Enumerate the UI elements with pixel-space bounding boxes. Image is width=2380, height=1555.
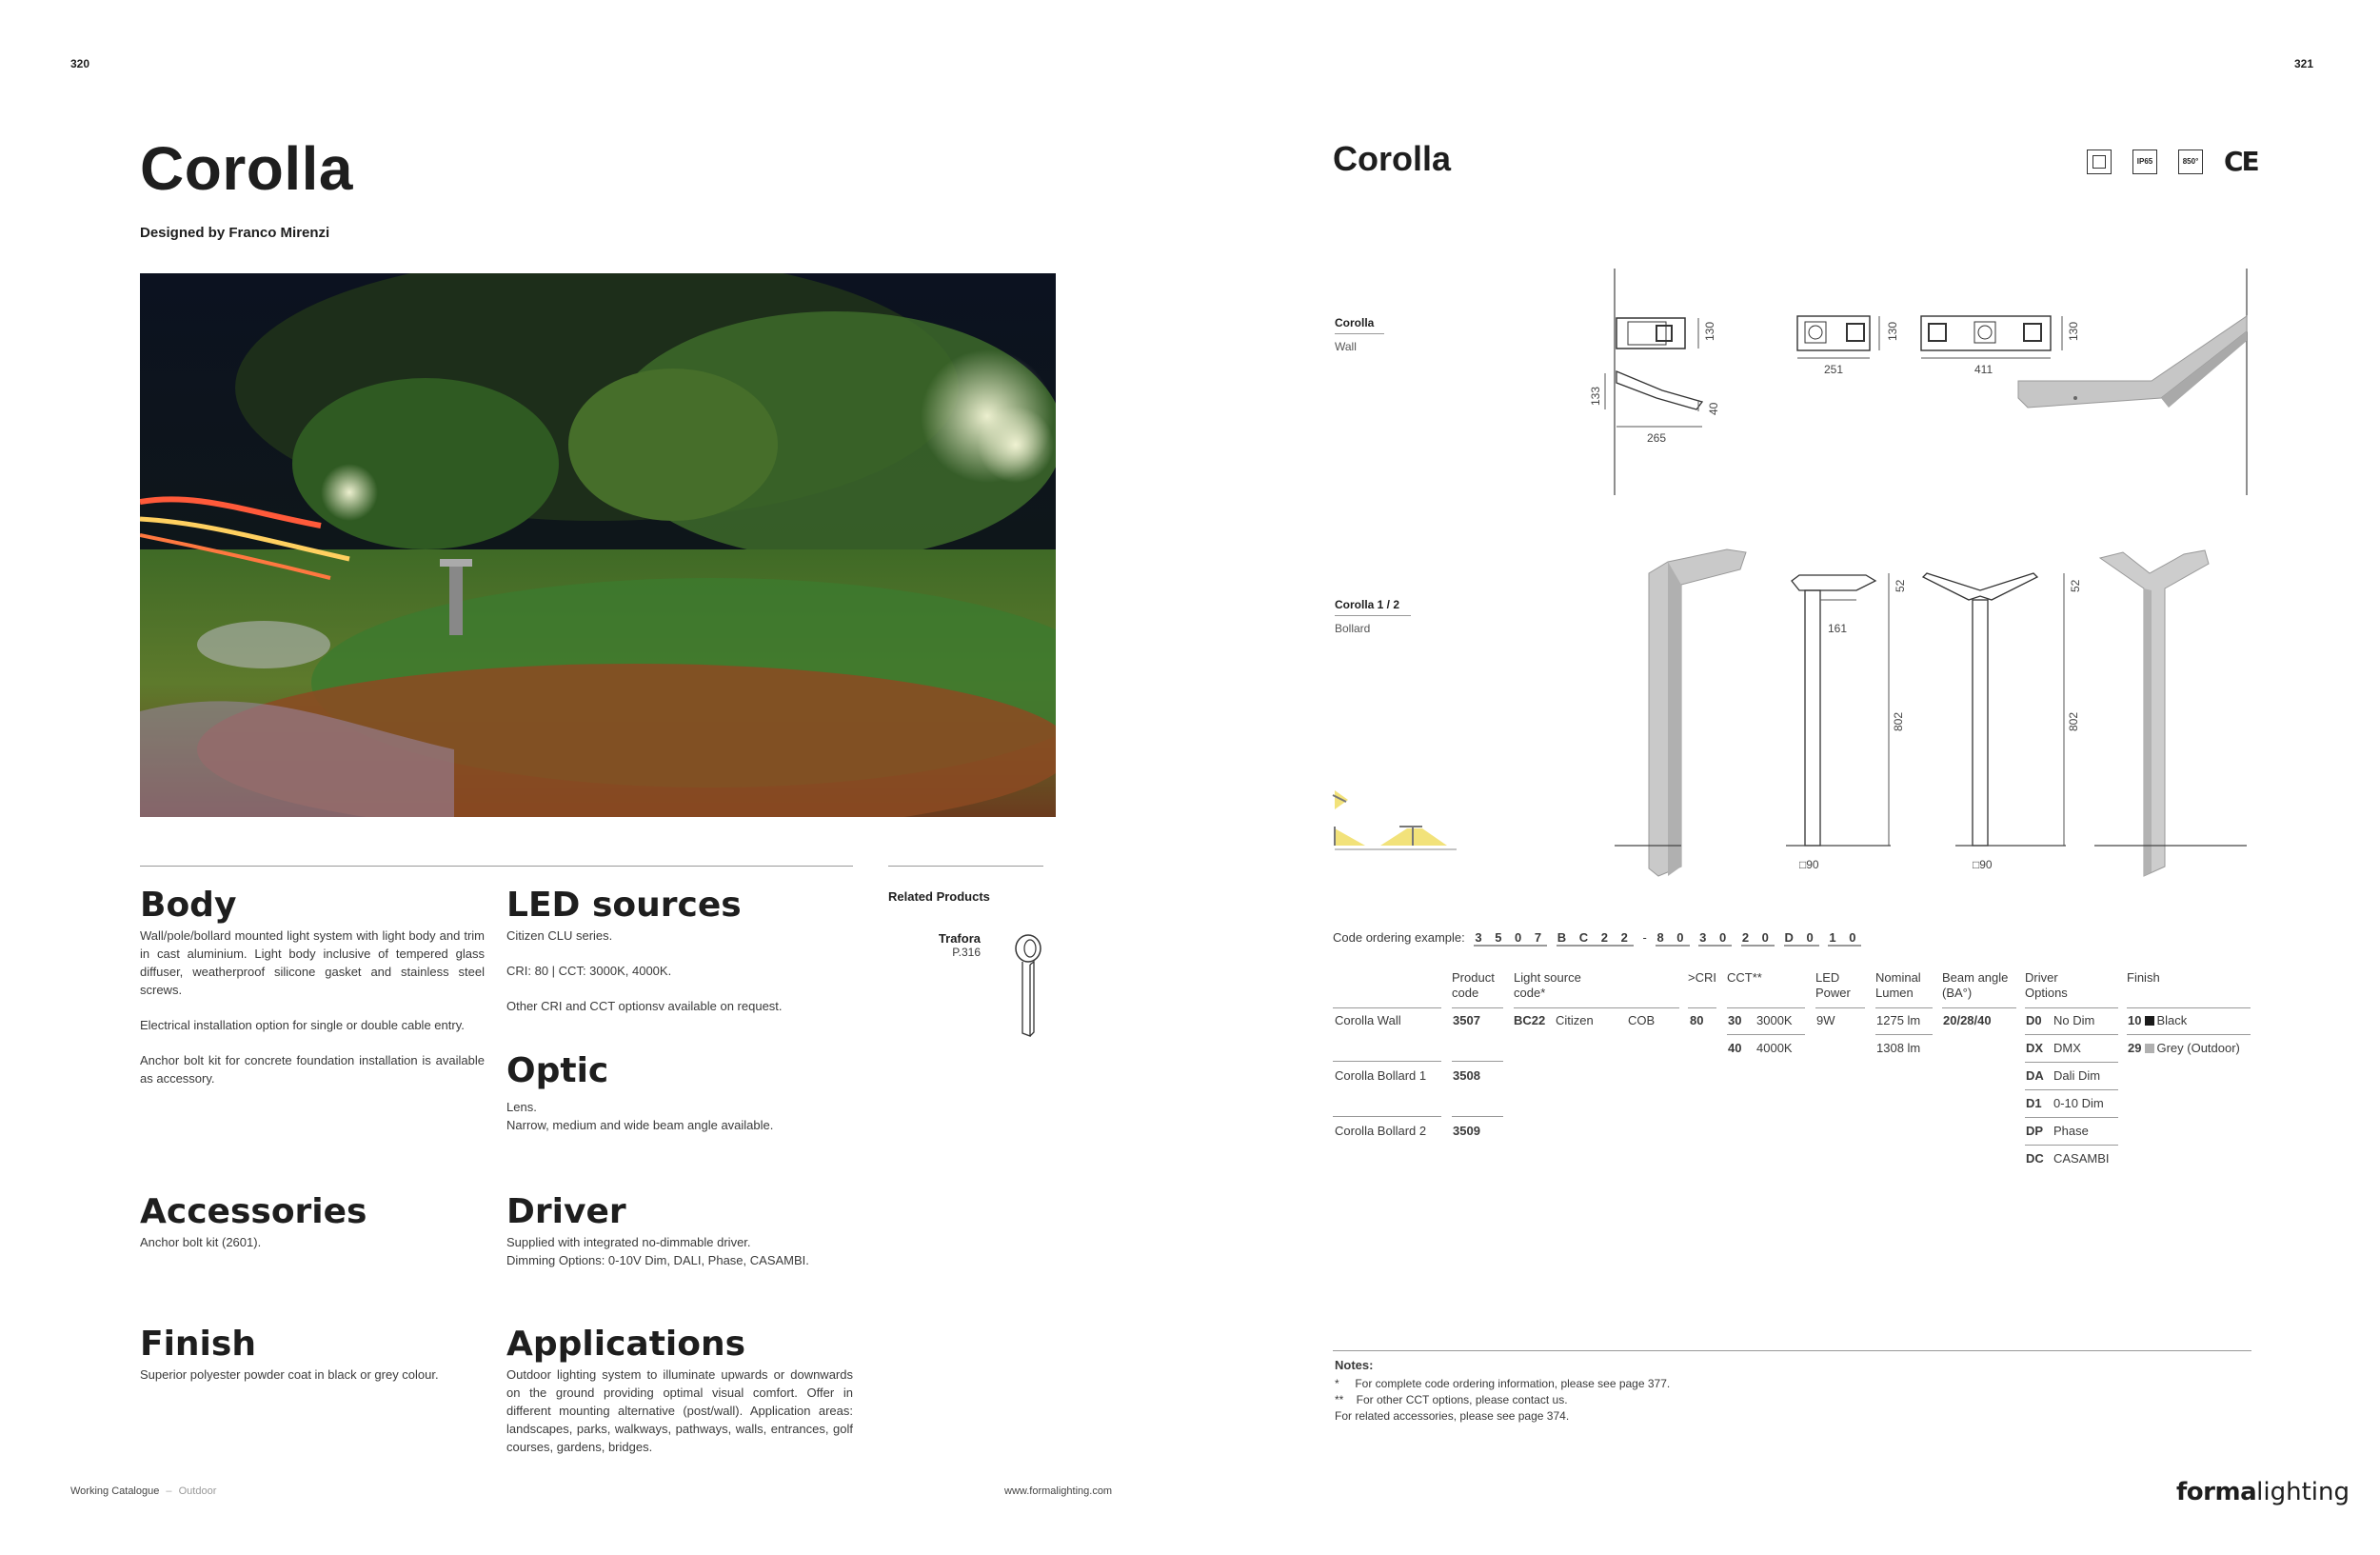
code-segment: 2 0 [1741, 930, 1774, 945]
note-line: * For complete code ordering information, please see page 377. [1335, 1377, 1671, 1390]
col-header-led-power: LED Power [1815, 970, 1851, 1000]
section-applications [506, 1325, 853, 1456]
table-row-product-code: 3508 [1453, 1068, 1480, 1083]
section-text [140, 927, 485, 1087]
certifications [2087, 146, 2258, 177]
dim-label: 161 [1828, 622, 1848, 635]
variant-type: Bollard [1335, 622, 1371, 635]
section-heading: Accessories [140, 1192, 367, 1231]
driver-name: 0-10 Dim [2053, 1096, 2104, 1110]
light-source-code: BC22 [1514, 1013, 1546, 1027]
text-line: Lens. [506, 1100, 537, 1114]
text-line: Narrow, medium and wide beam angle available. [506, 1118, 774, 1132]
section-text [506, 1098, 853, 1134]
driver-code: D0 [2026, 1013, 2042, 1027]
paragraph: CRI: 80 | CCT: 3000K, 4000K. [506, 964, 672, 978]
finish-swatch-grey [2145, 1044, 2154, 1053]
section-text [506, 1233, 853, 1269]
section-heading: Finish [140, 1325, 256, 1364]
variant-type: Wall [1335, 340, 1357, 353]
section-accessories [140, 1192, 485, 1251]
section-text: Superior polyester powder coat in black or grey colour. [140, 1367, 439, 1382]
ip65-badge: IP65 [2132, 150, 2157, 174]
section-heading: Driver [506, 1192, 626, 1231]
page-number-right: 321 [2294, 57, 2314, 70]
divider-left [140, 866, 853, 867]
col-header-driver: Driver Options [2025, 970, 2068, 1000]
paragraph: Anchor bolt kit for concrete foundation installation is available as accessory. [140, 1053, 485, 1086]
code-segment: B C 2 2 [1557, 930, 1633, 945]
dim-label: 802 [1892, 711, 1905, 731]
col-header-finish: Finish [2127, 970, 2160, 985]
related-product-link[interactable] [914, 931, 981, 959]
driver-name: DMX [2053, 1041, 2081, 1055]
col-header-lumen: Nominal Lumen [1875, 970, 1921, 1000]
dim-label: 251 [1824, 363, 1844, 376]
section-led-sources [506, 886, 853, 1032]
section-driver [506, 1192, 853, 1269]
code-segment: D 0 [1784, 930, 1818, 945]
text-line: Dimming Options: 0-10V Dim, DALI, Phase, CASAMBI. [506, 1253, 809, 1267]
variant-name: Corolla [1335, 316, 1384, 334]
paragraph: Other CRI and CCT optionsv available on request. [506, 999, 783, 1013]
note-line: For related accessories, please see page 374. [1335, 1409, 1570, 1423]
brand-part2: lighting [2256, 1478, 2350, 1506]
dim-label: 130 [1703, 321, 1716, 341]
cct-value: 3000K [1756, 1013, 1793, 1027]
dim-label: 802 [2067, 711, 2080, 731]
finish-code: 10 [2128, 1013, 2142, 1027]
code-separator: - [1642, 930, 1647, 945]
temperature-badge: 850° [2178, 150, 2203, 174]
footer-category: Outdoor [178, 1485, 217, 1497]
cct-value: 4000K [1756, 1041, 1793, 1055]
class-ii-icon [2087, 150, 2112, 174]
section-body [140, 886, 485, 1105]
finish-option [2128, 1013, 2187, 1027]
led-power: 9W [1816, 1013, 1835, 1027]
product-title: Corolla [140, 134, 353, 203]
footer-left [70, 1485, 216, 1497]
dim-label: 52 [1894, 579, 1907, 592]
col-header-cct: CCT** [1727, 970, 1762, 985]
section-heading: Body [140, 886, 237, 925]
finish-name: Grey (Outdoor) [2156, 1041, 2240, 1055]
section-text: Anchor bolt kit (2601). [140, 1235, 262, 1249]
code-segment: 3 5 0 7 [1475, 930, 1547, 945]
beam-angle-icon [1333, 790, 1457, 849]
dim-label: 52 [2069, 579, 2082, 592]
section-heading: Optic [506, 1051, 609, 1090]
driver-code: DA [2026, 1068, 2044, 1083]
paragraph: Wall/pole/bollard mounted light system with light body and trim in cast aluminium. Light body inclusive of tempered glass diffuser, weatherproof silicone gasket and stainless steel screws. [140, 928, 485, 997]
finish-swatch-black [2145, 1016, 2154, 1026]
code-segment: 1 0 [1829, 930, 1861, 945]
driver-code: DX [2026, 1041, 2044, 1055]
table-row-product-code: 3509 [1453, 1124, 1480, 1138]
ordering-label: Code ordering example: [1333, 930, 1465, 945]
dim-label: 130 [2067, 321, 2080, 341]
section-text [506, 927, 853, 1015]
technical-drawings [1323, 267, 2275, 895]
related-product-page: P.316 [952, 946, 981, 959]
driver-name: Dali Dim [2053, 1068, 2101, 1083]
col-header-product-code: Product code [1452, 970, 1495, 1000]
dim-label: □90 [1799, 858, 1819, 871]
table-row-product-name: Corolla Bollard 1 [1335, 1068, 1427, 1083]
cri-value: 80 [1690, 1013, 1704, 1027]
lumen-value: 1275 lm [1876, 1013, 1921, 1027]
footer-separator: – [166, 1485, 172, 1497]
col-header-light-source: Light source code* [1514, 970, 1581, 1000]
dim-label: 130 [1886, 321, 1899, 341]
related-products-heading: Related Products [888, 889, 990, 904]
ce-mark-icon: CE [2224, 146, 2258, 177]
text-line: Supplied with integrated no-dimmable driver. [506, 1235, 751, 1249]
driver-code: D1 [2026, 1096, 2042, 1110]
finish-code: 29 [2128, 1041, 2142, 1055]
finish-name: Black [2156, 1013, 2188, 1027]
product-title-right: Corolla [1333, 139, 1452, 178]
dim-label: 133 [1589, 386, 1602, 406]
beam-angle: 20/28/40 [1943, 1013, 1992, 1027]
variant-name: Corolla 1 / 2 [1335, 598, 1411, 616]
section-heading: Applications [506, 1325, 746, 1364]
dim-label: 40 [1707, 402, 1720, 415]
brand-part1: forma [2176, 1478, 2257, 1506]
light-source-name: Citizen [1556, 1013, 1594, 1027]
driver-name: No Dim [2053, 1013, 2095, 1027]
code-segment: 3 0 [1699, 930, 1732, 945]
cct-code: 40 [1728, 1041, 1742, 1055]
related-product-thumbnail [1009, 933, 1047, 1043]
note-line: ** For other CCT options, please contact us. [1335, 1393, 1568, 1406]
related-product-name: Trafora [938, 931, 981, 946]
driver-code: DP [2026, 1124, 2044, 1138]
lumen-value: 1308 lm [1876, 1041, 1921, 1055]
code-ordering-example [1333, 930, 1867, 947]
notes-block [1335, 1357, 1670, 1425]
table-row-product-code: 3507 [1453, 1013, 1480, 1027]
col-header-cri: >CRI [1688, 970, 1716, 985]
dim-label: 265 [1647, 431, 1667, 445]
section-optic [506, 1051, 853, 1134]
finish-option [2128, 1041, 2240, 1055]
hero-photo [140, 273, 1056, 817]
section-heading: LED sources [506, 886, 742, 925]
designer-credit: Designed by Franco Mirenzi [140, 225, 330, 241]
footer-website[interactable]: www.formalighting.com [1004, 1485, 1113, 1497]
brand-logo [2176, 1478, 2350, 1506]
code-segment: 8 0 [1656, 930, 1689, 945]
driver-name: Phase [2053, 1124, 2089, 1138]
footer-catalogue: Working Catalogue [70, 1485, 160, 1497]
ordering-table [1333, 967, 2251, 1177]
notes-heading: Notes: [1335, 1358, 1374, 1372]
dim-label: 411 [1974, 363, 1993, 376]
dim-label: □90 [1973, 858, 1993, 871]
notes-divider [1333, 1350, 2251, 1351]
driver-name: CASAMBI [2053, 1151, 2110, 1166]
divider-related [888, 866, 1043, 867]
table-row-product-name: Corolla Wall [1335, 1013, 1401, 1027]
paragraph: Citizen CLU series. [506, 928, 613, 943]
page-number-left: 320 [70, 57, 90, 70]
paragraph: Electrical installation option for single or double cable entry. [140, 1018, 465, 1032]
driver-code: DC [2026, 1151, 2044, 1166]
light-source-type: COB [1628, 1013, 1656, 1027]
cct-code: 30 [1728, 1013, 1742, 1027]
section-finish [140, 1325, 485, 1384]
col-header-beam-angle: Beam angle (BA°) [1942, 970, 2009, 1000]
section-text: Outdoor lighting system to illuminate upwards or downwards on the ground providing optimal visual comfort. Offer in different mounting alternative (post/wall). Application areas: landscapes, parks, walkways, pathways, walls, entrances, golf courses, gardens, bridges. [506, 1367, 853, 1454]
table-row-product-name: Corolla Bollard 2 [1335, 1124, 1427, 1138]
